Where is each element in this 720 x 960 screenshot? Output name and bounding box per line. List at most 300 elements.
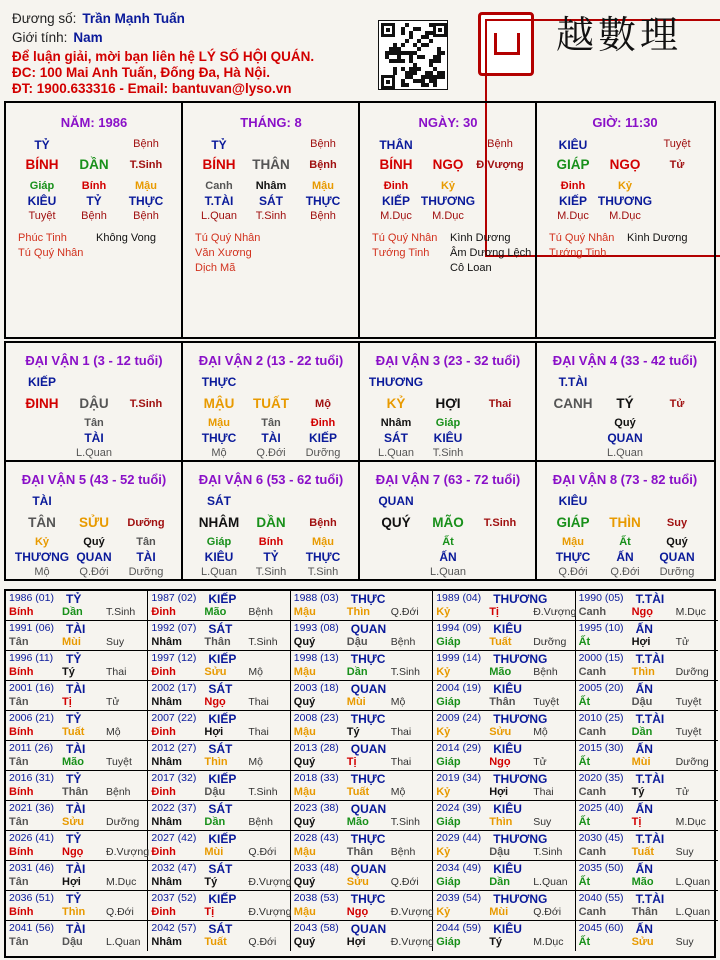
year-stage: Tử	[106, 696, 120, 708]
year-branch: Dần	[204, 816, 226, 828]
year-branch: Sửu	[489, 726, 512, 738]
year-stage: Đ.Vượng	[533, 606, 577, 618]
year-stem: Canh	[578, 726, 607, 738]
year-label: 2044 (59)	[436, 922, 482, 934]
year-stem: Bính	[9, 906, 34, 918]
header	[0, 0, 720, 100]
year-stem: Ất	[578, 696, 591, 708]
year-label: 2001 (16)	[9, 682, 54, 694]
annual-luck-cell	[433, 741, 575, 771]
hidden-stem: Kỷ	[34, 536, 50, 548]
year-branch: Dậu	[631, 696, 653, 708]
year-branch: Dậu	[204, 786, 226, 798]
year-stage: Dưỡng	[106, 816, 140, 828]
year-stage: Bệnh	[248, 816, 273, 828]
auspicious-star: Tướng Tinh	[549, 247, 607, 259]
year-label: 2045 (60)	[578, 922, 624, 934]
year-branch: Thân	[489, 696, 516, 708]
year-stem: Bính	[9, 786, 34, 798]
hidden-ten-god: TỶ	[263, 550, 279, 564]
year-label: 2038 (53)	[293, 892, 339, 904]
year-stem: Quý	[293, 636, 316, 648]
year-branch: Mão	[204, 606, 227, 618]
year-label: 1991 (06)	[9, 622, 54, 634]
year-stem: Kỷ	[436, 786, 451, 798]
year-stem: Canh	[578, 666, 607, 678]
year-label: 2022 (37)	[151, 802, 197, 814]
annual-luck-cell	[576, 651, 718, 681]
year-label: 2043 (58)	[293, 922, 339, 934]
annual-luck-cell	[148, 681, 290, 711]
annual-luck-cell	[148, 861, 290, 891]
year-ten-god: QUAN	[350, 802, 387, 816]
contact-phone-email[interactable]: ĐT: 1900.633316 - Email: bantuvan@lyso.vn	[12, 81, 292, 96]
year-stem: Nhâm	[151, 936, 182, 948]
year-stage: Thai	[390, 756, 412, 768]
year-stem: Giáp	[436, 936, 461, 948]
annual-luck-cell	[576, 741, 718, 771]
gender-line	[12, 29, 103, 46]
hidden-stage: L.Quan	[429, 566, 467, 578]
hidden-stage: T.Sinh	[255, 210, 287, 222]
year-stage: Q.Đới	[248, 846, 277, 858]
dai-van-phase: Suy	[666, 517, 688, 529]
year-label: 2012 (27)	[151, 742, 197, 754]
pillar-ten-god: TỶ	[34, 138, 50, 152]
year-ten-god: SÁT	[208, 742, 233, 756]
year-stage: Q.Đới	[533, 906, 562, 918]
year-label: 1996 (11)	[9, 652, 54, 664]
year-stem: Kỷ	[436, 606, 451, 618]
year-label: 2032 (47)	[151, 862, 197, 874]
year-ten-god: THỰC	[350, 592, 386, 606]
hidden-ten-god: SÁT	[259, 194, 283, 208]
year-label: 2018 (33)	[293, 772, 339, 784]
year-label: 2016 (31)	[9, 772, 54, 784]
year-ten-god: T.TÀI	[635, 892, 665, 906]
annual-luck-cell	[6, 681, 148, 711]
year-stem: Kỷ	[436, 906, 451, 918]
annual-luck-cell	[291, 921, 433, 951]
year-stage: Tuyệt	[675, 696, 702, 708]
dai-van-stem: MẬU	[203, 396, 235, 411]
year-stage: Dưỡng	[533, 636, 567, 648]
year-branch: Thân	[62, 786, 89, 798]
year-branch: Tý	[489, 936, 503, 948]
annual-luck-cell	[576, 891, 718, 921]
hidden-stage: Mộ	[211, 447, 227, 459]
hidden-ten-god: KIẾP	[381, 194, 411, 208]
hidden-stage: L.Quan	[377, 447, 415, 459]
annual-luck-cell	[6, 651, 148, 681]
year-stage: Tuyệt	[675, 726, 702, 738]
inauspicious-star: Cô Loan	[450, 262, 492, 274]
year-stem: Kỷ	[436, 726, 451, 738]
year-branch: Hợi	[346, 936, 366, 948]
hidden-stage: Bệnh	[310, 210, 336, 222]
pillar-phase: Đ.Vượng	[476, 159, 524, 171]
hidden-stage: L.Quan	[200, 210, 238, 222]
year-label: 1995 (10)	[578, 622, 624, 634]
annual-luck-cell	[433, 861, 575, 891]
year-branch: Hợi	[62, 876, 81, 888]
year-label: 1986 (01)	[9, 592, 54, 604]
year-ten-god: THƯƠNG	[493, 772, 548, 786]
year-stem: Đinh	[151, 726, 176, 738]
hidden-ten-god: SÁT	[384, 431, 408, 445]
year-branch: Dậu	[489, 846, 510, 858]
year-ten-god: THỰC	[350, 712, 386, 726]
year-stem: Tân	[9, 696, 29, 708]
dai-van-branch: TÝ	[616, 396, 634, 411]
year-stem: Ất	[578, 756, 591, 768]
inauspicious-star: Không Vong	[96, 232, 156, 244]
year-stem: Tân	[9, 816, 29, 828]
dai-van-branch: HỢI	[435, 396, 461, 411]
hidden-stem: Mậu	[312, 180, 334, 192]
year-label: 2015 (30)	[578, 742, 624, 754]
hidden-stage: Bệnh	[133, 210, 159, 222]
year-ten-god: KIẾP	[208, 832, 237, 846]
gender-label: Giới tính:	[12, 30, 68, 45]
year-branch: Mùi	[489, 906, 509, 918]
dai-van-title: ĐẠI VẬN 7 (63 - 72 tuổi)	[375, 472, 521, 487]
year-stage: Mộ	[390, 786, 406, 798]
pillar-month	[183, 103, 360, 337]
dai-van-branch: MÃO	[432, 515, 464, 530]
annual-luck-cell	[433, 681, 575, 711]
year-ten-god: SÁT	[208, 622, 233, 636]
year-stage: Đ.Vượng	[106, 846, 150, 858]
year-stem: Ất	[578, 816, 591, 828]
pillar-earthly-branch: THÂN	[252, 157, 290, 172]
annual-luck-cell	[6, 621, 148, 651]
dai-van-ten-god: KIẾP	[27, 375, 57, 389]
annual-luck-cell	[291, 801, 433, 831]
year-ten-god: T.TÀI	[635, 652, 665, 666]
year-stage: T.Sinh	[390, 666, 420, 678]
year-stage: Mộ	[248, 756, 263, 768]
hidden-stem: Tân	[136, 536, 156, 548]
year-branch: Tý	[631, 786, 645, 798]
year-label: 2042 (57)	[151, 922, 197, 934]
year-stage: T.Sinh	[533, 846, 563, 858]
annual-luck-cell	[6, 921, 148, 951]
year-stage: M.Dục	[675, 816, 706, 828]
year-ten-god: TÀI	[66, 802, 86, 816]
year-branch: Tị	[489, 606, 499, 618]
annual-luck-cell	[576, 861, 718, 891]
year-ten-god: ẤN	[635, 682, 653, 696]
year-ten-god: KIẾP	[208, 652, 237, 666]
year-stage: Thai	[248, 696, 269, 708]
annual-luck-cell	[148, 921, 290, 951]
hidden-ten-god: ẤN	[616, 550, 634, 564]
pillar-title: GIỜ: 11:30	[592, 115, 658, 130]
year-stem: Canh	[578, 906, 607, 918]
annual-luck-cell	[576, 801, 718, 831]
year-label: 1990 (05)	[578, 592, 624, 604]
year-stage: Mộ	[248, 666, 263, 678]
hidden-ten-god: THƯƠNG	[420, 194, 476, 208]
annual-luck-cell	[291, 711, 433, 741]
pillar-phase: Bệnh	[309, 159, 337, 171]
year-branch: Tuất	[62, 726, 85, 738]
year-stem: Giáp	[436, 756, 461, 768]
year-stage: Thai	[390, 726, 412, 738]
year-label: 1992 (07)	[151, 622, 197, 634]
year-label: 2017 (32)	[151, 772, 197, 784]
year-branch: Tý	[346, 726, 360, 738]
hidden-stem: Bính	[258, 536, 284, 548]
year-label: 2006 (21)	[9, 712, 54, 724]
dai-van-section	[4, 341, 716, 581]
hidden-stem: Nhâm	[255, 180, 287, 192]
year-label: 2036 (51)	[9, 892, 54, 904]
year-stage: M.Dục	[106, 876, 137, 888]
year-ten-god: TỶ	[66, 832, 82, 846]
inauspicious-star: Âm Dương Lệch	[450, 247, 532, 259]
hidden-stem: Đinh	[310, 417, 336, 429]
pillar-ten-god: THÂN	[379, 138, 413, 152]
hidden-stem: Giáp	[29, 180, 55, 192]
annual-luck-cell	[576, 831, 718, 861]
year-label: 1993 (08)	[293, 622, 339, 634]
annual-luck-cell	[291, 651, 433, 681]
year-ten-god: KIÊU	[493, 922, 522, 936]
year-stage: Tử	[533, 756, 547, 768]
auspicious-star: Văn Xương	[195, 247, 252, 259]
year-branch: Thân	[631, 906, 658, 918]
year-ten-god: THỰC	[350, 772, 386, 786]
year-ten-god: QUAN	[350, 622, 387, 636]
year-stem: Bính	[9, 846, 34, 858]
year-ten-god: TỶ	[66, 592, 82, 606]
year-ten-god: KIÊU	[493, 682, 522, 696]
pillar-ten-god: TỶ	[211, 138, 227, 152]
year-ten-god: THƯƠNG	[493, 712, 548, 726]
year-ten-god: SÁT	[208, 802, 233, 816]
year-stem: Quý	[293, 876, 316, 888]
hidden-stem: Kỷ	[617, 180, 633, 192]
year-stem: Nhâm	[151, 636, 182, 648]
pillar-phase: T.Sinh	[129, 159, 163, 171]
pillar-earthly-branch: NGỌ	[609, 157, 641, 172]
hidden-stem: Nhâm	[380, 417, 412, 429]
dai-van-stem: QUÝ	[381, 515, 411, 530]
hidden-stem: Mậu	[135, 180, 157, 192]
year-stage: T.Sinh	[106, 606, 136, 618]
year-stem: Bính	[9, 606, 34, 618]
year-stage: Thai	[248, 726, 269, 738]
dai-van-6	[183, 462, 360, 579]
hidden-stem: Quý	[83, 536, 105, 548]
pillar-title: NĂM: 1986	[60, 115, 128, 130]
year-branch: Thìn	[346, 606, 371, 618]
year-ten-god: THƯƠNG	[493, 892, 548, 906]
pillars-section	[4, 101, 716, 339]
year-branch: Mão	[346, 816, 369, 828]
hidden-stage: T.Sinh	[255, 566, 287, 578]
year-branch: Thân	[204, 636, 231, 648]
year-branch: Sửu	[346, 876, 369, 888]
year-stage: Suy	[533, 816, 552, 828]
contact-address: ĐC: 100 Mai Anh Tuấn, Đống Đa, Hà Nội.	[12, 65, 271, 80]
year-stem: Tân	[9, 876, 29, 888]
dai-van-branch: TUẤT	[253, 396, 289, 411]
year-label: 2005 (20)	[578, 682, 624, 694]
year-stem: Ất	[578, 876, 591, 888]
year-branch: Tuất	[346, 786, 370, 798]
annual-luck-cell	[148, 831, 290, 861]
pillar-stage: Bệnh	[487, 138, 513, 150]
year-ten-god: QUAN	[350, 922, 387, 936]
year-branch: Mão	[631, 876, 654, 888]
year-stem: Đinh	[151, 846, 176, 858]
year-ten-god: KIẾP	[208, 712, 237, 726]
dai-van-ten-god: THỰC	[201, 375, 237, 389]
year-branch: Sửu	[204, 666, 227, 678]
year-stem: Tân	[9, 636, 29, 648]
year-stem: Giáp	[436, 696, 461, 708]
hidden-stem: Đinh	[383, 180, 409, 192]
year-branch: Ngọ	[62, 846, 84, 858]
year-label: 2023 (38)	[293, 802, 339, 814]
year-stage: Q.Đới	[390, 606, 419, 618]
year-stage: Q.Đới	[248, 936, 277, 948]
pillar-day	[360, 103, 537, 337]
year-stage: Đ.Vượng	[248, 876, 292, 888]
year-stem: Quý	[293, 696, 316, 708]
dai-van-stem: CANH	[553, 396, 593, 411]
annual-luck-cell	[291, 741, 433, 771]
auspicious-star: Tướng Tinh	[372, 247, 430, 259]
year-label: 1994 (09)	[436, 622, 482, 634]
year-branch: Tị	[62, 696, 72, 708]
year-ten-god: KIẾP	[208, 592, 237, 606]
annual-luck-cell	[576, 921, 718, 951]
year-stage: Tử	[675, 786, 690, 798]
year-branch: Hợi	[489, 786, 509, 798]
dai-van-title: ĐẠI VẬN 4 (33 - 42 tuổi)	[552, 353, 698, 368]
hidden-stage: M.Dục	[432, 210, 464, 222]
year-branch: Thìn	[631, 666, 655, 678]
dai-van-phase: T.Sinh	[483, 517, 517, 529]
annual-luck-cell	[576, 681, 718, 711]
hidden-ten-god: TÀI	[261, 431, 281, 445]
dai-van-title: ĐẠI VẬN 1 (3 - 12 tuổi)	[25, 353, 163, 368]
hidden-ten-god: KIÊU	[204, 550, 234, 564]
year-ten-god: T.TÀI	[635, 712, 665, 726]
annual-luck-cell	[291, 621, 433, 651]
year-stage: Mộ	[106, 726, 121, 738]
year-stage: T.Sinh	[248, 786, 278, 798]
hidden-stem: Quý	[614, 417, 636, 429]
year-ten-god: ẤN	[635, 622, 653, 636]
year-branch: Ngọ	[631, 606, 653, 618]
year-ten-god: SÁT	[208, 922, 233, 936]
hidden-ten-god: THỰC	[128, 194, 164, 208]
annual-luck-cell	[291, 831, 433, 861]
annual-luck-cell	[433, 771, 575, 801]
hidden-stage: M.Dục	[380, 210, 412, 222]
year-label: 2025 (40)	[578, 802, 624, 814]
year-stage: Dưỡng	[675, 756, 709, 768]
annual-luck-cell	[6, 861, 148, 891]
hidden-stem: Đinh	[560, 180, 586, 192]
year-branch: Ngọ	[489, 756, 511, 768]
year-branch: Sửu	[631, 936, 654, 948]
name-value: Trần Mạnh Tuấn	[82, 11, 185, 26]
auspicious-star: Tú Quý Nhân	[549, 232, 615, 244]
dai-van-title: ĐẠI VẬN 8 (73 - 82 tuổi)	[552, 472, 698, 487]
hidden-ten-god: THỰC	[305, 194, 341, 208]
annual-luck-cell	[433, 711, 575, 741]
year-label: 2000 (15)	[578, 652, 624, 664]
pillar-stage: Bệnh	[133, 138, 159, 150]
year-label: 2040 (55)	[578, 892, 624, 904]
year-label: 2011 (26)	[9, 742, 54, 754]
year-label: 2039 (54)	[436, 892, 482, 904]
pillar-heavenly-stem: BÍNH	[202, 157, 236, 172]
hidden-stem: Canh	[205, 180, 233, 192]
year-label: 2008 (23)	[293, 712, 339, 724]
year-branch: Sửu	[62, 816, 85, 828]
year-stage: Thai	[533, 786, 554, 798]
year-label: 2004 (19)	[436, 682, 482, 694]
year-stage: T.Sinh	[390, 816, 420, 828]
year-stage: M.Dục	[533, 936, 564, 948]
year-ten-god: TÀI	[66, 682, 86, 696]
year-ten-god: KIÊU	[493, 802, 522, 816]
year-stem: Tân	[9, 756, 29, 768]
year-stage: Bệnh	[248, 606, 273, 618]
year-label: 2021 (36)	[9, 802, 54, 814]
annual-luck-cell	[148, 621, 290, 651]
annual-luck-cell	[6, 831, 148, 861]
year-ten-god: TÀI	[66, 922, 86, 936]
annual-luck-cell	[148, 771, 290, 801]
hidden-stem: Ất	[442, 536, 454, 548]
year-ten-god: TÀI	[66, 622, 86, 636]
year-stage: L.Quan	[675, 876, 711, 888]
year-stem: Quý	[293, 936, 316, 948]
year-branch: Thìn	[204, 756, 228, 768]
dai-van-phase: Mộ	[315, 398, 331, 410]
hidden-ten-god: THƯƠNG	[14, 550, 70, 564]
hidden-stage: L.Quan	[606, 447, 644, 459]
year-branch: Thìn	[489, 816, 513, 828]
name-label: Đương số:	[12, 11, 77, 26]
year-stem: Quý	[293, 816, 316, 828]
hidden-stage: Q.Đới	[558, 566, 588, 578]
hidden-stage: T.Sinh	[307, 566, 339, 578]
year-stem: Mậu	[293, 846, 316, 858]
contact-invite: Để luận giải, mời bạn liên hệ LÝ SỐ HỘI QUÁN.	[12, 49, 315, 64]
year-branch: Dần	[631, 726, 653, 738]
hidden-ten-god: QUAN	[659, 550, 695, 564]
year-branch: Mão	[489, 666, 512, 678]
year-ten-god: QUAN	[350, 742, 387, 756]
annual-luck-cell	[291, 861, 433, 891]
dai-van-phase: Bệnh	[309, 517, 337, 529]
dai-van-title: ĐẠI VẬN 5 (43 - 52 tuổi)	[21, 472, 167, 487]
annual-luck-cell	[576, 621, 718, 651]
year-label: 1988 (03)	[293, 592, 339, 604]
year-branch: Tý	[62, 666, 75, 678]
hidden-ten-god: KIẾP	[558, 194, 588, 208]
pillar-year	[6, 103, 183, 337]
